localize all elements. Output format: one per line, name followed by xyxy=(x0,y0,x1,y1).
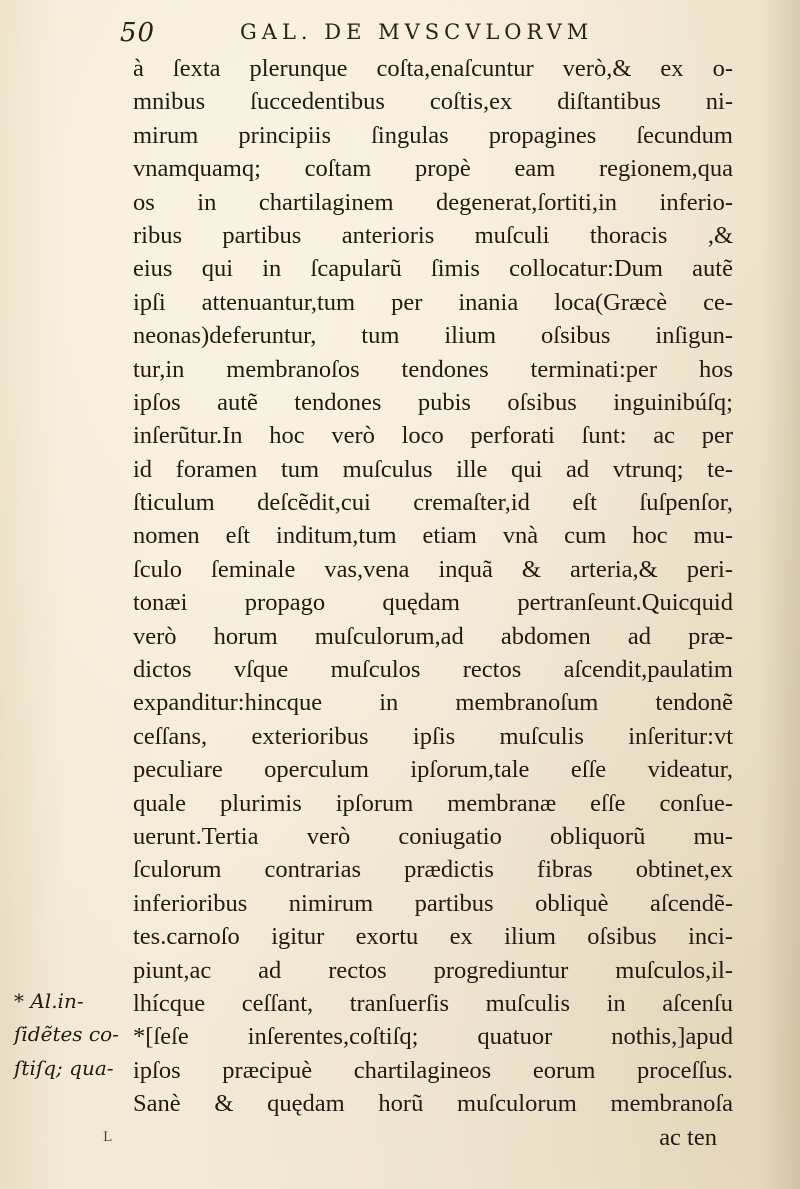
text-line: ſculorum contrarias prædictis fibras obtinet,ex xyxy=(133,856,733,884)
text-line: os in chartilaginem degenerat,ſortiti,in inferio- xyxy=(133,188,733,216)
text-line: peculiare operculum ipſorum,tale eſſe videatur, xyxy=(133,756,733,784)
text-line: dictos vſque muſculos rectos aſcendit,paulatim xyxy=(133,656,733,684)
text-line: ribus partibus anterioris muſculi thoracis ,& xyxy=(133,221,733,249)
page-edge-shadow xyxy=(760,0,800,1189)
text-line: tur,in membranoſos tendones terminati:per hos xyxy=(133,355,733,383)
running-title: GAL. DE MVSCVLORVM xyxy=(240,20,594,44)
page-number: 50 xyxy=(120,18,156,48)
margin-note xyxy=(14,985,132,1085)
text-line: ipſi attenuantur,tum per inania loca(Græcè ce- xyxy=(133,288,733,316)
text-line: ſculo ſeminale vas,vena inquã & arteria,& peri- xyxy=(133,555,733,583)
text-line: à ſexta plerunque coſta,enaſcuntur verò,& ex o- xyxy=(133,55,733,82)
text-line: ipſos præcipuè chartilagineos eorum proceſſus. xyxy=(133,1056,733,1084)
margin-note-line: ſidẽtes co- xyxy=(14,1022,119,1047)
text-line: tes.carnoſo igitur exortu ex ilium oſsibus inci- xyxy=(133,923,733,951)
text-line: inferioribus nimirum partibus obliquè aſcendẽ- xyxy=(133,889,733,917)
text-line: verò horum muſculorum,ad abdomen ad præ- xyxy=(133,622,733,650)
text-line: *[ſeſe inſerentes,coſtiſq; quatuor nothis,]apud xyxy=(133,1023,733,1051)
text-line: quale plurimis ipſorum membranæ eſſe conſue- xyxy=(133,789,733,817)
text-line: lhícque ceſſant, tranſuerſis muſculis in aſcenſu xyxy=(133,989,733,1017)
text-line: tonæi propago quędam pertranſeunt.Quicquid xyxy=(133,589,733,617)
text-line: ſticulum deſcẽdit,cui cremaſter,id eſt ſuſpenſor, xyxy=(133,489,733,517)
text-line: ipſos autẽ tendones pubis oſsibus inguinibúſq; xyxy=(133,388,733,416)
body-text xyxy=(133,52,733,1154)
text-line: mirum principiis ſingulas propagines ſecundum xyxy=(133,121,733,149)
signature-mark: L xyxy=(103,1130,112,1145)
text-line: vnamquamq; coſtam propè eam regionem,qua xyxy=(133,155,733,183)
text-line: mnibus ſuccedentibus coſtis,ex diſtantibus ni- xyxy=(133,88,733,116)
page-header xyxy=(118,14,638,50)
margin-note-line: * Al.in- xyxy=(14,989,84,1013)
text-line: expanditur:hincque in membranoſum tendonẽ xyxy=(133,689,733,717)
text-line: neonas)deferuntur, tum ilium oſsibus inſigun- xyxy=(133,322,733,350)
catchword: ac ten xyxy=(659,1123,717,1151)
text-line: nomen eſt inditum,tum etiam vnà cum hoc mu- xyxy=(133,522,733,550)
text-line: eius qui in ſcapularũ ſimis collocatur:Dum autẽ xyxy=(133,255,733,283)
text-line: uerunt.Tertia verò coniugatio obliquorũ mu- xyxy=(133,822,733,850)
text-line: inſerũtur.In hoc verò loco perforati ſunt: ac per xyxy=(133,422,733,450)
margin-note-line: ſtiſq; qua- xyxy=(14,1055,114,1080)
text-line: ceſſans, exterioribus ipſis muſculis inſeritur:vt xyxy=(133,722,733,750)
text-line: Sanè & quędam horũ muſculorum membranoſa xyxy=(133,1090,733,1118)
text-line: piunt,ac ad rectos progrediuntur muſculos,il- xyxy=(133,956,733,984)
text-line: id foramen tum muſculus ille qui ad vtrunq; te- xyxy=(133,455,733,483)
